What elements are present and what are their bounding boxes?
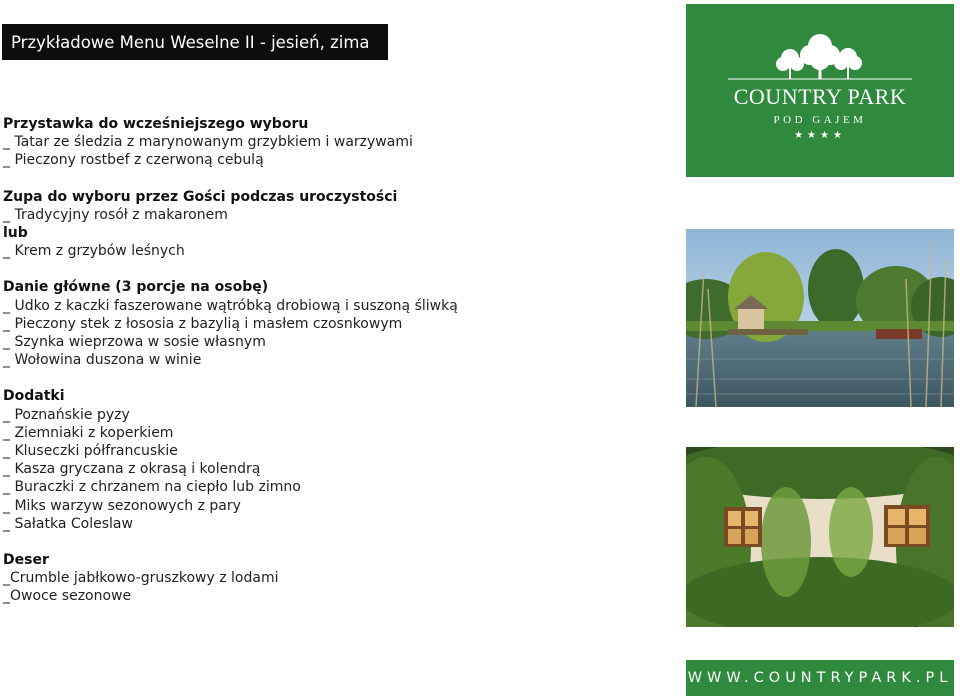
logo-subtitle: POD GAJEM — [773, 114, 867, 126]
menu-item: _ Pieczony rostbef z czerwoną cebulą — [3, 152, 264, 169]
section-title: Przystawka do wcześniejszego wyboru — [3, 116, 309, 132]
menu-section-starter — [3, 115, 673, 170]
menu-item: _ Buraczki z chrzanem na ciepło lub zimno — [3, 479, 301, 496]
section-title: Danie główne (3 porcje na osobę) — [3, 279, 269, 296]
or-connector: lub — [3, 225, 28, 242]
menu-section-main — [3, 278, 673, 369]
menu-item: _ Sałatka Coleslaw — [3, 515, 133, 532]
country-park-logo — [686, 4, 954, 177]
menu-item: _ Szynka wieprzowa w sosie własnym — [3, 334, 266, 351]
menu-item: _ Krem z grzybów leśnych — [3, 243, 185, 260]
menu-item: _Crumble jabłkowo-gruszkowy z lodami — [3, 570, 279, 587]
house-photo — [686, 447, 954, 627]
menu-item: _ Tatar ze śledzia z marynowanym grzybkiem i warzywami — [3, 134, 413, 151]
website-url[interactable]: WWW.COUNTRYPARK.PL — [686, 660, 954, 696]
menu-item: _ Miks warzyw sezonowych z pary — [3, 497, 241, 514]
menu-section-dessert — [3, 551, 673, 606]
section-title: Deser — [3, 552, 49, 569]
menu-item: _Owoce sezonowe — [3, 588, 132, 605]
section-title: Zupa do wyboru przez Gości podczas uroczystości — [3, 188, 398, 205]
logo-stars: ★★★★ — [794, 130, 846, 141]
menu-item: _ Kasza gryczana z okrasą i kolendrą — [3, 461, 261, 478]
menu-list — [3, 115, 673, 624]
section-title: Dodatki — [3, 388, 65, 405]
menu-item: _ Tradycyjny rosół z makaronem — [3, 206, 228, 223]
trees-icon — [686, 30, 954, 86]
page-title: Przykładowe Menu Weselne II - jesień, zima — [2, 24, 388, 60]
menu-item: _ Kluseczki półfrancuskie — [3, 443, 178, 460]
logo-name: COUNTRY PARK — [733, 84, 907, 109]
menu-item: _ Poznańskie pyzy — [3, 406, 130, 423]
menu-section-sides — [3, 387, 673, 533]
menu-item: _ Pieczony stek z łososia z bazylią i masłem czosnkowym — [3, 315, 403, 332]
menu-item: _ Wołowina duszona w winie — [3, 352, 202, 369]
lake-photo — [686, 229, 954, 407]
menu-item: _ Ziemniaki z koperkiem — [3, 424, 174, 441]
menu-section-soup — [3, 188, 673, 261]
menu-item: _ Udko z kaczki faszerowane wątróbką drobiową i suszoną śliwką — [3, 297, 458, 314]
